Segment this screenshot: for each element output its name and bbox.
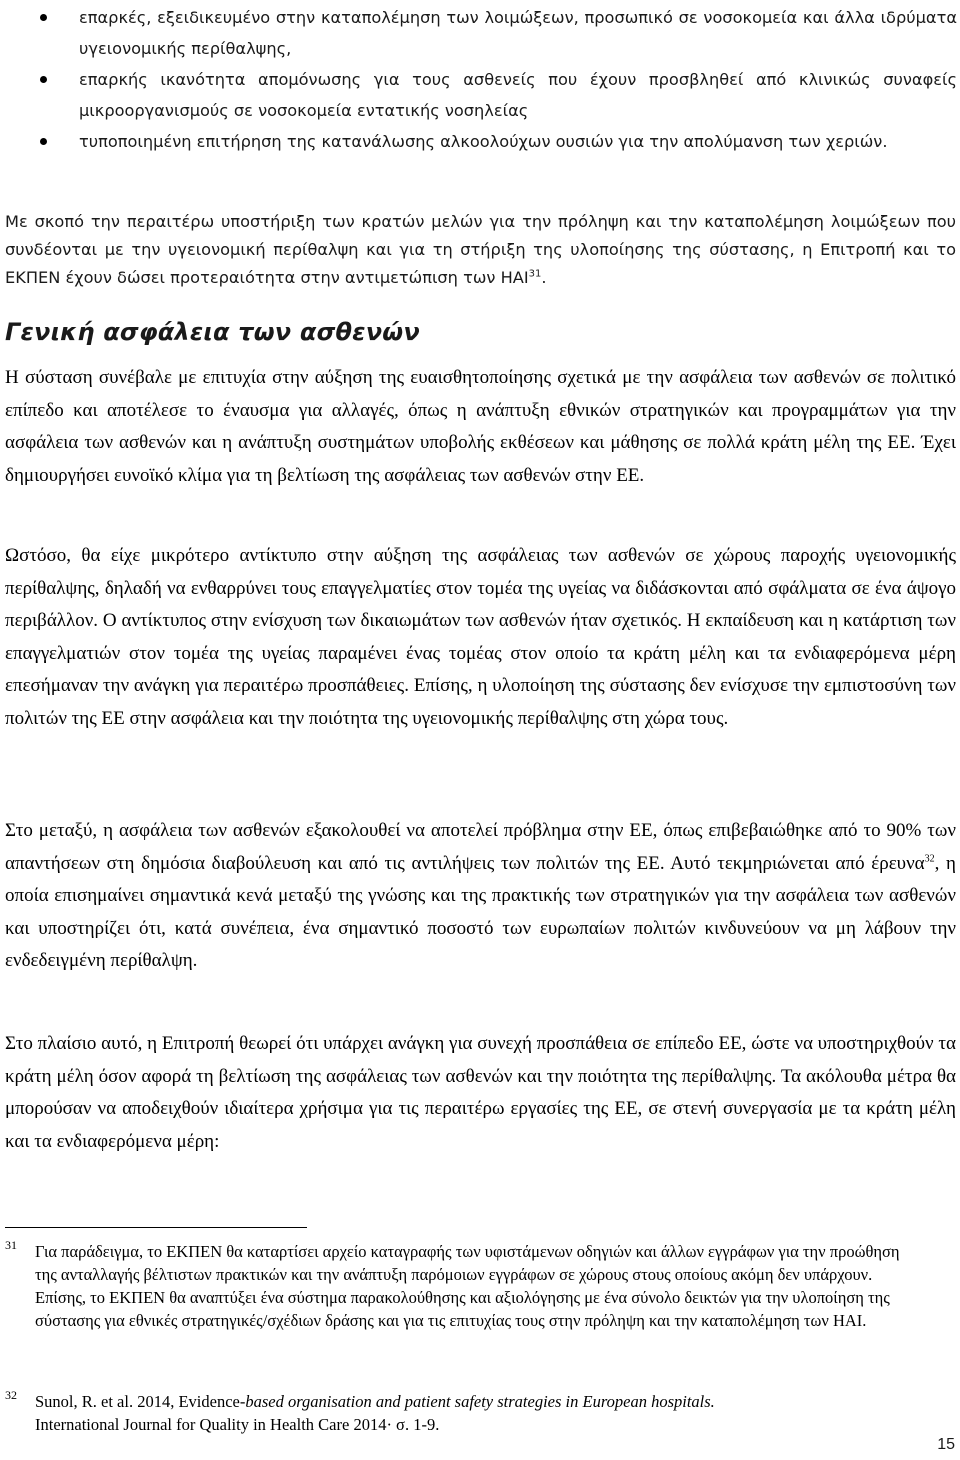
bullet-list bbox=[52, 2, 957, 157]
intro-paragraph bbox=[5, 208, 956, 292]
bullet-dot-icon bbox=[40, 76, 47, 83]
bullet-text: επαρκές, εξειδικευμένο στην καταπολέμηση των λοιμώξεων, προσωπικό σε νοσοκομεία και άλλα ιδρύματα υγειονομικής περίθαλψης, bbox=[79, 8, 957, 58]
bullet-text: επαρκής ικανότητα απομόνωσης για τους ασθενείς που έχουν προσβληθεί από κλινικώς συναφείς μικροοργανισμούς σε νοσοκομεία εντατικής νοσηλείας bbox=[79, 70, 957, 120]
bullet-dot-icon bbox=[40, 14, 47, 21]
paragraph-3-text: Στο μεταξύ, η ασφάλεια των ασθενών εξακολουθεί να αποτελεί πρόβλημα στην ΕΕ, όπως επιβεβαιώθηκε από το 90% των απαντήσεων στη δημόσια διαβούλευση και από τις αντιλήψεις των πολιτών της ΕΕ. Αυτό τεκμηριώνεται από έρευνα bbox=[5, 820, 956, 874]
paragraph-3-text-cont: , η οποία επισημαίνει σημαντικά κενά μεταξύ της γνώσης και της πρακτικής των στρατηγικών για την ασφάλεια των ασθενών και υποστηρίζει ότι, κατά συνέπεια, ένα σημαντικό ποσοστό των ευρωπαίων πολιτών κινδυνεύουν να μη λάβουν την ενδεδειγμένη περίθαλψη. bbox=[5, 852, 956, 971]
footnote-text-italic: based organisation and patient safety strategies in European hospitals. bbox=[245, 1392, 715, 1411]
bullet-dot-icon bbox=[40, 138, 47, 145]
footnote-31 bbox=[5, 1240, 925, 1332]
intro-end: . bbox=[541, 268, 547, 287]
footnote-text-plain: Sunol, R. et al. 2014, Evidence- bbox=[35, 1392, 246, 1411]
footnote-text: Για παράδειγμα, το ΕΚΠΕΝ θα καταρτίσει αρχείο καταγραφής των υφιστάμενων οδηγιών και άλλων εγγράφων για την προώθηση της ανταλλαγής βέλτιστων πρακτικών και την ανάπτυξη παρόμοιων εγγράφων σε χώρους στους οποίους ακόμη δεν υπάρχουν. Επίσης, το ΕΚΠΕΝ θα αναπτύξει ένα σύστημα παρακολούθησης και αξιολόγησης με ένα σύνολο δεικτών για την υλοποίηση της σύστασης για εθνικές στρατηγικές/σχέδιων δράσης και για τις επιτυχίας τους στην πρόληψη και την καταπολέμηση των HAI. bbox=[35, 1242, 900, 1330]
paragraph-4: Στο πλαίσιο αυτό, η Επιτροπή θεωρεί ότι υπάρχει ανάγκη για συνεχή προσπάθεια σε επίπεδο ΕΕ, ώστε να υποστηριχθούν τα κράτη μέλη όσον αφορά τη βελτίωση της ασφάλειας των ασθενών και την ποιότητα της περίθαλψης. Τα ακόλουθα μέτρα θα μπορούσαν να αποδειχθούν ιδιαίτερα χρήσιμα για τις περαιτέρω εργασίες της ΕΕ, σε στενή συνεργασία με τα κράτη μέλη και τα ενδιαφερόμενα μέρη: bbox=[5, 1033, 956, 1152]
paragraph-1: Η σύσταση συνέβαλε με επιτυχία στην αύξηση της ευαισθητοποίησης σχετικά με την ασφάλεια των ασθενών σε πολιτικό επίπεδο και αποτέλεσε το έναυσμα για αλλαγές, όπως η ανάπτυξη εθνικών στρατηγικών και προγραμμάτων για την ασφάλεια των ασθενών και η ανάπτυξη συστημάτων υποβολής εκθέσεων και μάθησης σε πολλά κράτη μέλη της ΕΕ. Έχει δημιουργήσει ευνοϊκό κλίμα για τη βελτίωση της ασφάλειας των ασθενών στην ΕΕ. bbox=[5, 367, 956, 486]
footnote-32 bbox=[5, 1390, 925, 1436]
bullet-item bbox=[52, 2, 957, 64]
footnote-number: 31 bbox=[5, 1238, 17, 1252]
footnote-text bbox=[35, 1390, 925, 1436]
bullet-item bbox=[52, 64, 957, 126]
section-heading: Γενική ασφάλεια των ασθενών bbox=[5, 318, 420, 346]
bullet-text: τυποποιημένη επιτήρηση της κατανάλωσης αλκοολούχων ουσιών για την απολύμανση των χεριών. bbox=[79, 132, 888, 151]
intro-text: Με σκοπό την περαιτέρω υποστήριξη των κρατών μελών για την πρόληψη και την καταπολέμηση λοιμώξεων που συνδέονται με την υγειονομική περίθαλψη και για τη στήριξη της υλοποίησης της σύστασης, η Επιτροπή και το ΕΚΠΕΝ έχουν δώσει προτεραιότητα στην αντιμετώπιση των HAI bbox=[5, 212, 956, 287]
bullet-item bbox=[52, 126, 957, 157]
page-number: 15 bbox=[937, 1436, 955, 1453]
footnote-ref-32[interactable]: 32 bbox=[924, 853, 935, 865]
footnote-separator bbox=[5, 1227, 307, 1228]
paragraph-3 bbox=[5, 815, 956, 978]
footnote-number: 32 bbox=[5, 1388, 17, 1402]
footnote-ref-31[interactable]: 31 bbox=[528, 268, 542, 280]
paragraph-2: Ωστόσο, θα είχε μικρότερο αντίκτυπο στην αύξηση της ασφάλειας των ασθενών σε χώρους παροχής υγειονομικής περίθαλψης, δηλαδή να ενθαρρύνει τους επαγγελματίες στον τομέα της υγείας να διδάσκονται από σφάλματα σε ένα άψογο περιβάλλον. Ο αντίκτυπος στην ενίσχυση των δικαιωμάτων των ασθενών ήταν σχετικός. Η εκπαίδευση και η κατάρτιση των επαγγελματιών στον τομέα της υγείας παραμένει ένας τομέας στον οποίο τα κράτη μέλη και τα ενδιαφερόμενα μέρη επεσήμαναν την ανάγκη για περαιτέρω προσπάθειες. Επίσης, η υλοποίηση της σύστασης δεν ενίσχυσε την εμπιστοσύνη των πολιτών της ΕΕ στην ασφάλεια και την ποιότητα της υγειονομικής περίθαλψης στη χώρα τους. bbox=[5, 545, 956, 729]
footnote-text-plain-2: International Journal for Quality in Health Care 2014· σ. 1-9. bbox=[35, 1415, 440, 1434]
